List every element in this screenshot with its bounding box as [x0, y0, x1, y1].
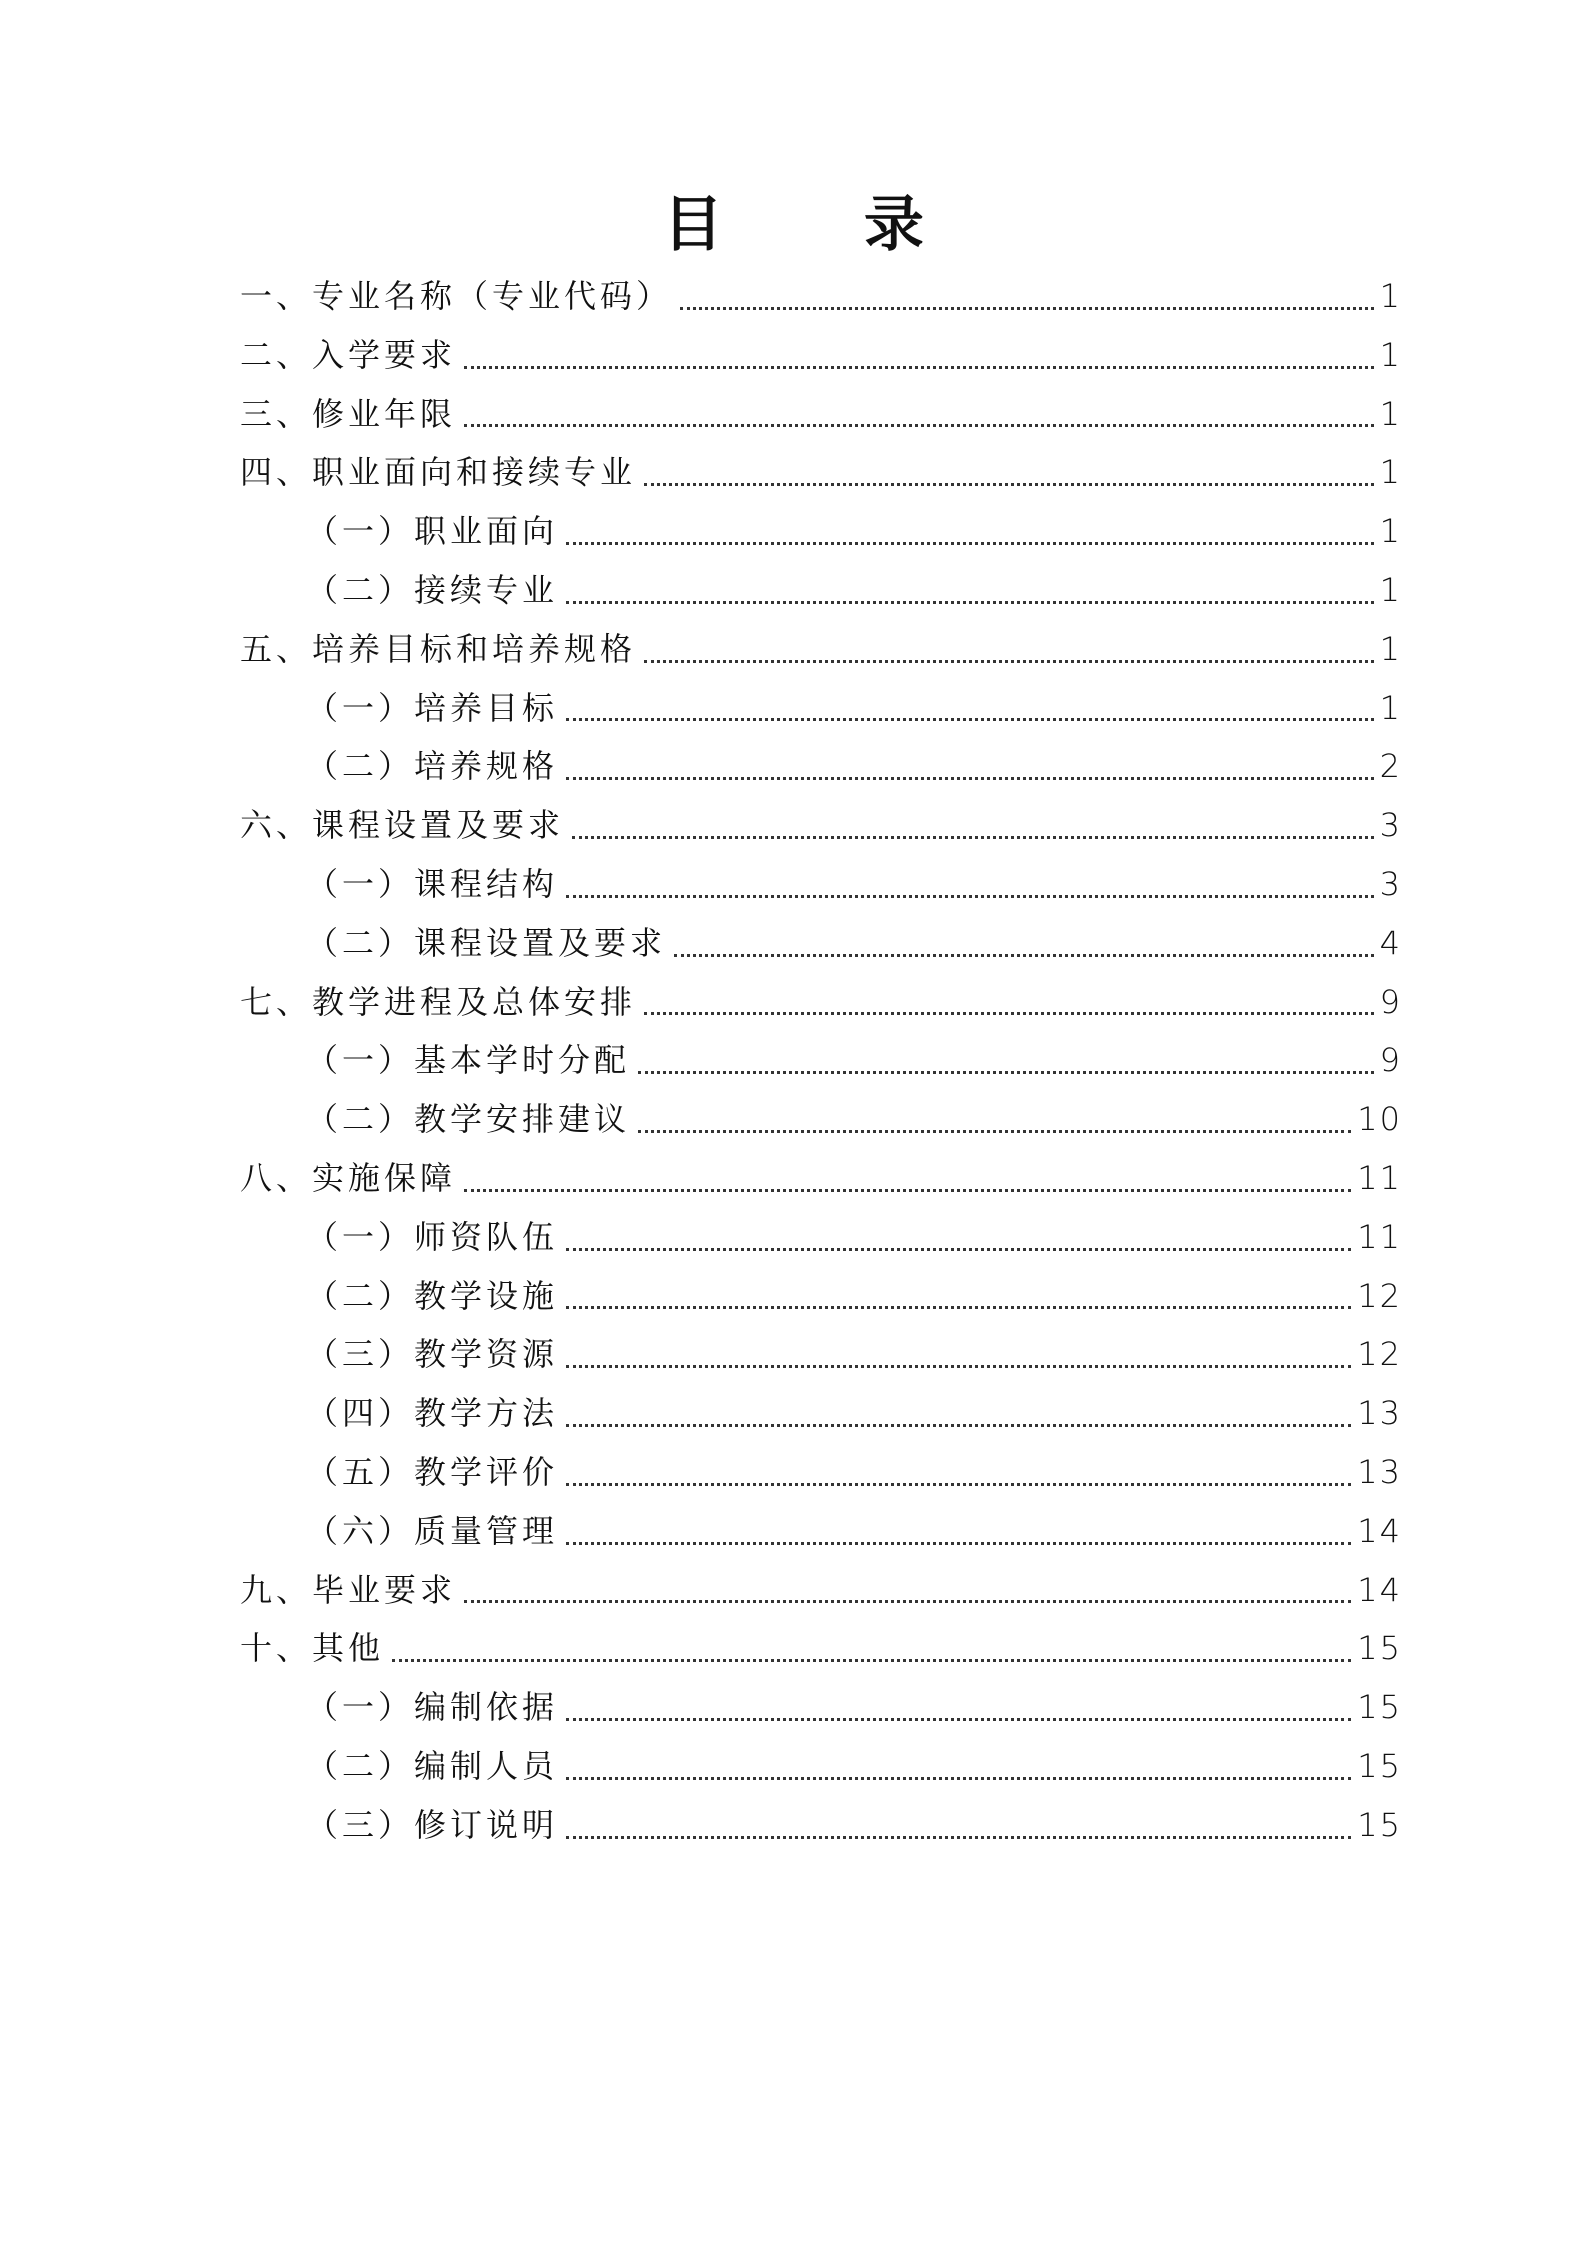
toc-entry-label: 六、课程设置及要求	[240, 806, 565, 845]
toc-dot-leader	[464, 366, 1374, 369]
toc-entry-page-number: 1	[1379, 394, 1402, 433]
toc-dot-leader	[566, 1483, 1351, 1486]
toc-entry-page-number: 13	[1357, 1394, 1402, 1433]
toc-entry-label: （二）培养规格	[306, 747, 559, 786]
toc-entry-label: 二、入学要求	[240, 335, 457, 374]
toc-entry-page-number: 1	[1379, 512, 1402, 551]
toc-dot-leader	[566, 718, 1374, 721]
toc-entry-page-number: 11	[1357, 1158, 1402, 1197]
toc-entry-label: 八、实施保障	[240, 1158, 457, 1197]
toc-entry-label: 三、修业年限	[240, 394, 457, 433]
toc-dot-leader	[644, 660, 1374, 663]
toc-entry[interactable]	[240, 973, 1402, 1032]
toc-entry-page-number: 9	[1379, 982, 1402, 1021]
toc-entry[interactable]	[240, 1267, 1402, 1326]
toc-entry-page-number: 4	[1379, 923, 1402, 962]
toc-entry[interactable]	[240, 326, 1402, 385]
toc-entry-page-number: 15	[1357, 1805, 1402, 1844]
toc-entry-label: 七、教学进程及总体安排	[240, 982, 637, 1021]
toc-entry[interactable]	[240, 1325, 1402, 1384]
toc-entry[interactable]	[240, 679, 1402, 738]
toc-dot-leader	[464, 424, 1374, 427]
toc-entry-page-number: 1	[1379, 570, 1402, 609]
toc-entry-label: （二）教学安排建议	[306, 1100, 631, 1139]
toc-entry-label: （二）编制人员	[306, 1746, 559, 1785]
toc-entry[interactable]	[240, 561, 1402, 620]
toc-entry-page-number: 3	[1379, 806, 1402, 845]
toc-entry-label: （五）教学评价	[306, 1452, 559, 1491]
toc-entry-label: 五、培养目标和培养规格	[240, 629, 637, 668]
toc-entry[interactable]	[240, 1208, 1402, 1267]
toc-entry-page-number: 15	[1357, 1746, 1402, 1785]
toc-entry-page-number: 14	[1357, 1511, 1402, 1550]
toc-entry[interactable]	[240, 267, 1402, 326]
toc-entry[interactable]	[240, 1737, 1402, 1796]
toc-entry[interactable]	[240, 1796, 1402, 1855]
toc-entry-page-number: 2	[1379, 747, 1402, 786]
toc-dot-leader	[566, 1718, 1351, 1721]
toc-entry-page-number: 11	[1357, 1217, 1402, 1256]
toc-dot-leader	[566, 601, 1374, 604]
toc-entry[interactable]	[240, 1090, 1402, 1149]
toc-entry-page-number: 1	[1379, 453, 1402, 492]
toc-entry[interactable]	[240, 796, 1402, 855]
toc-entry-label: （一）师资队伍	[306, 1217, 559, 1256]
toc-dot-leader	[464, 1189, 1351, 1192]
toc-entry[interactable]	[240, 1678, 1402, 1737]
toc-entry[interactable]	[240, 385, 1402, 444]
toc-dot-leader	[566, 1306, 1351, 1309]
toc-dot-leader	[566, 1365, 1351, 1368]
toc-dot-leader	[644, 1012, 1374, 1015]
toc-entry[interactable]	[240, 1031, 1402, 1090]
toc-entry[interactable]	[240, 1619, 1402, 1678]
toc-entry[interactable]	[240, 1384, 1402, 1443]
toc-dot-leader	[566, 895, 1374, 898]
toc-entry-label: （二）接续专业	[306, 570, 559, 609]
toc-entry-page-number: 13	[1357, 1452, 1402, 1491]
toc-entry-label: （一）培养目标	[306, 688, 559, 727]
toc-entry-page-number: 1	[1379, 688, 1402, 727]
toc-entry-page-number: 1	[1379, 335, 1402, 374]
toc-entry-label: （一）编制依据	[306, 1688, 559, 1727]
toc-entry-label: 九、毕业要求	[240, 1570, 457, 1609]
toc-entry[interactable]	[240, 1149, 1402, 1208]
toc-entry-label: （一）课程结构	[306, 864, 559, 903]
toc-dot-leader	[566, 777, 1374, 780]
toc-entry-label: 一、专业名称（专业代码）	[240, 277, 673, 315]
toc-entry-page-number: 10	[1357, 1100, 1402, 1139]
toc-entry-page-number: 12	[1357, 1335, 1402, 1374]
toc-dot-leader	[572, 836, 1374, 839]
toc-entry-page-number: 1	[1379, 629, 1402, 668]
toc-entry[interactable]	[240, 914, 1402, 973]
toc-entry-label: （二）教学设施	[306, 1276, 559, 1315]
toc-entry[interactable]	[240, 1561, 1402, 1620]
toc-entry[interactable]	[240, 737, 1402, 796]
toc-dot-leader	[566, 1777, 1351, 1780]
toc-dot-leader	[566, 542, 1374, 545]
toc-dot-leader	[464, 1600, 1351, 1603]
toc-dot-leader	[638, 1130, 1351, 1133]
toc-dot-leader	[674, 954, 1374, 957]
toc-entry[interactable]	[240, 502, 1402, 561]
toc-entry-page-number: 3	[1379, 864, 1402, 903]
toc-entry-page-number: 12	[1357, 1276, 1402, 1315]
toc-dot-leader	[680, 307, 1374, 310]
toc-entry-label: （六）质量管理	[306, 1511, 559, 1550]
toc-dot-leader	[566, 1836, 1351, 1839]
toc-entry-label: （四）教学方法	[306, 1394, 559, 1433]
toc-entry-label: （一）职业面向	[306, 512, 559, 551]
toc-entry-label: 四、职业面向和接续专业	[240, 453, 637, 492]
toc-entry-label: （一）基本学时分配	[306, 1041, 631, 1080]
toc-entry[interactable]	[240, 1502, 1402, 1561]
toc-dot-leader	[566, 1424, 1351, 1427]
toc-entry[interactable]	[240, 443, 1402, 502]
toc-dot-leader	[392, 1659, 1351, 1662]
toc-entry-page-number: 15	[1357, 1629, 1402, 1668]
toc-entry-label: 十、其他	[240, 1629, 385, 1668]
table-of-contents	[240, 267, 1402, 1855]
toc-entry-page-number: 1	[1379, 277, 1402, 315]
toc-entry-page-number: 14	[1357, 1570, 1402, 1609]
toc-dot-leader	[638, 1071, 1374, 1074]
toc-dot-leader	[566, 1248, 1351, 1251]
toc-entry-page-number: 15	[1357, 1688, 1402, 1727]
toc-entry[interactable]	[240, 1443, 1402, 1502]
toc-entry[interactable]	[240, 620, 1402, 679]
toc-entry[interactable]	[240, 855, 1402, 914]
toc-dot-leader	[644, 483, 1374, 486]
toc-entry-label: （二）课程设置及要求	[306, 923, 667, 962]
toc-entry-page-number: 9	[1379, 1041, 1402, 1080]
toc-dot-leader	[566, 1542, 1351, 1545]
toc-entry-label: （三）教学资源	[306, 1335, 559, 1374]
page-title: 目 录	[663, 190, 984, 260]
toc-entry-label: （三）修订说明	[306, 1805, 559, 1844]
